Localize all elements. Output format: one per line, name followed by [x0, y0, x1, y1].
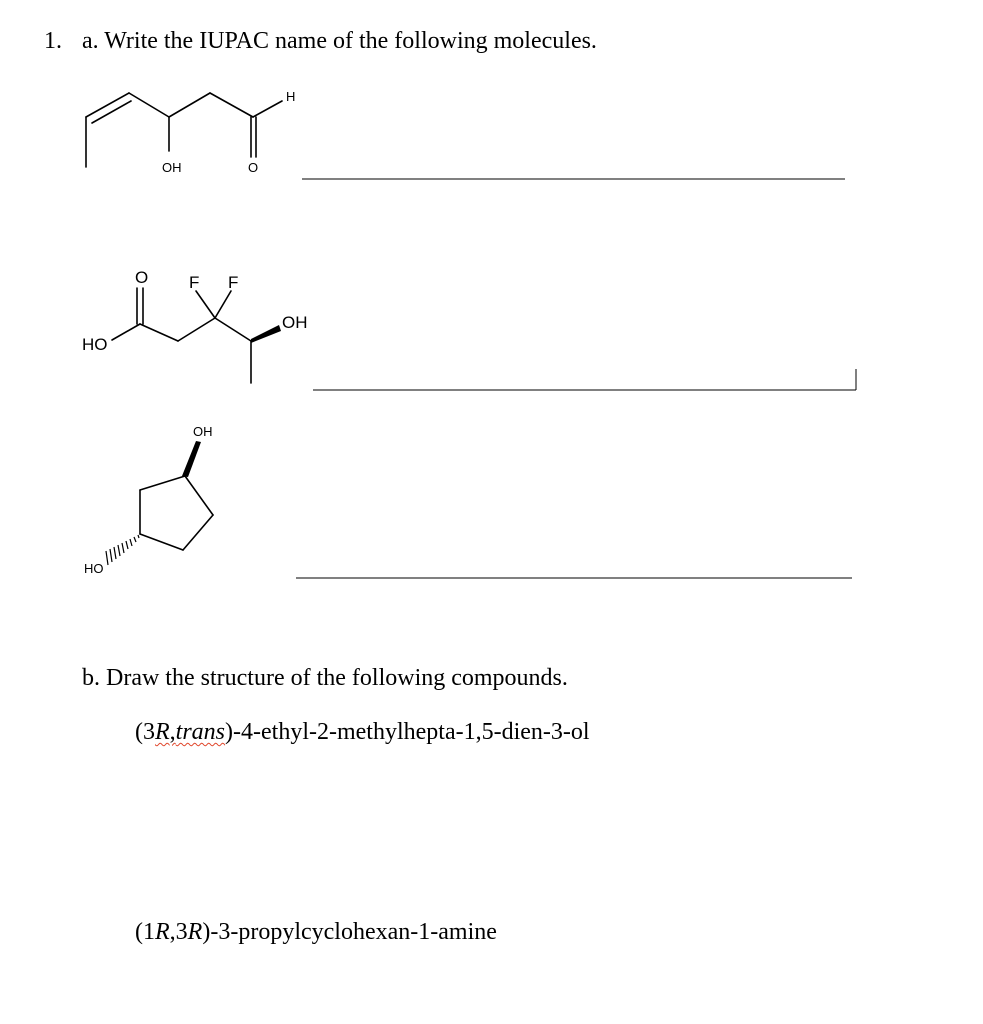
- c2-r2-descriptor: R: [187, 919, 203, 945]
- part-a-instruction: a. Write the IUPAC name of the following molecules.: [82, 28, 597, 54]
- c1-prefix: (3: [135, 719, 155, 745]
- m2-oh-label: OH: [282, 313, 308, 332]
- c2-r1-descriptor: R: [155, 919, 170, 945]
- c2-mid: ,3: [169, 919, 188, 945]
- c1-comma: ,: [169, 719, 176, 745]
- m3-ring-bond: [140, 476, 185, 490]
- m2-wedge-bond: [251, 325, 281, 343]
- m3-hash-bond: [106, 535, 139, 565]
- m2-bond-f: [196, 291, 215, 318]
- molecule-1-structure: [86, 89, 295, 175]
- m2-ho-label: HO: [82, 335, 108, 354]
- m2-bond: [112, 324, 140, 340]
- m1-o-label: O: [248, 160, 259, 175]
- m2-f-label: F: [189, 273, 200, 292]
- m3-ring-bond: [183, 515, 213, 550]
- m2-o-label: O: [135, 268, 149, 287]
- molecule-2-structure: [82, 268, 308, 383]
- m1-bond: [169, 93, 210, 117]
- m3-oh-label: OH: [193, 424, 213, 439]
- c1-suffix: )-4-ethyl-2-methylhepta-1,5-dien-3-ol: [225, 719, 590, 745]
- m3-ho-label: HO: [84, 561, 104, 576]
- m1-double-bond: [92, 101, 131, 123]
- m1-oh-label: OH: [162, 160, 182, 175]
- m2-bond: [140, 324, 178, 341]
- c1-trans-descriptor: trans: [175, 719, 226, 745]
- m3-ring-bond: [140, 534, 183, 550]
- m1-bond: [253, 101, 282, 117]
- m1-bond: [210, 93, 253, 117]
- m3-wedge-bond: [182, 441, 201, 477]
- molecule-3-structure: [84, 424, 213, 576]
- m3-ring-bond: [185, 476, 213, 515]
- m2-bond: [215, 318, 251, 341]
- m2-bond: [178, 318, 215, 341]
- c2-suffix: )-3-propylcyclohexan-1-amine: [202, 919, 497, 945]
- m1-h-label: H: [286, 89, 296, 104]
- m2-bond-f: [215, 291, 231, 318]
- c1-r-descriptor: R: [155, 719, 170, 745]
- part-b-instruction: b. Draw the structure of the following compounds.: [82, 665, 568, 691]
- question-number: 1.: [44, 28, 62, 54]
- c2-open: (1: [135, 919, 155, 945]
- m2-f-label: F: [228, 273, 239, 292]
- m1-bond: [129, 93, 169, 117]
